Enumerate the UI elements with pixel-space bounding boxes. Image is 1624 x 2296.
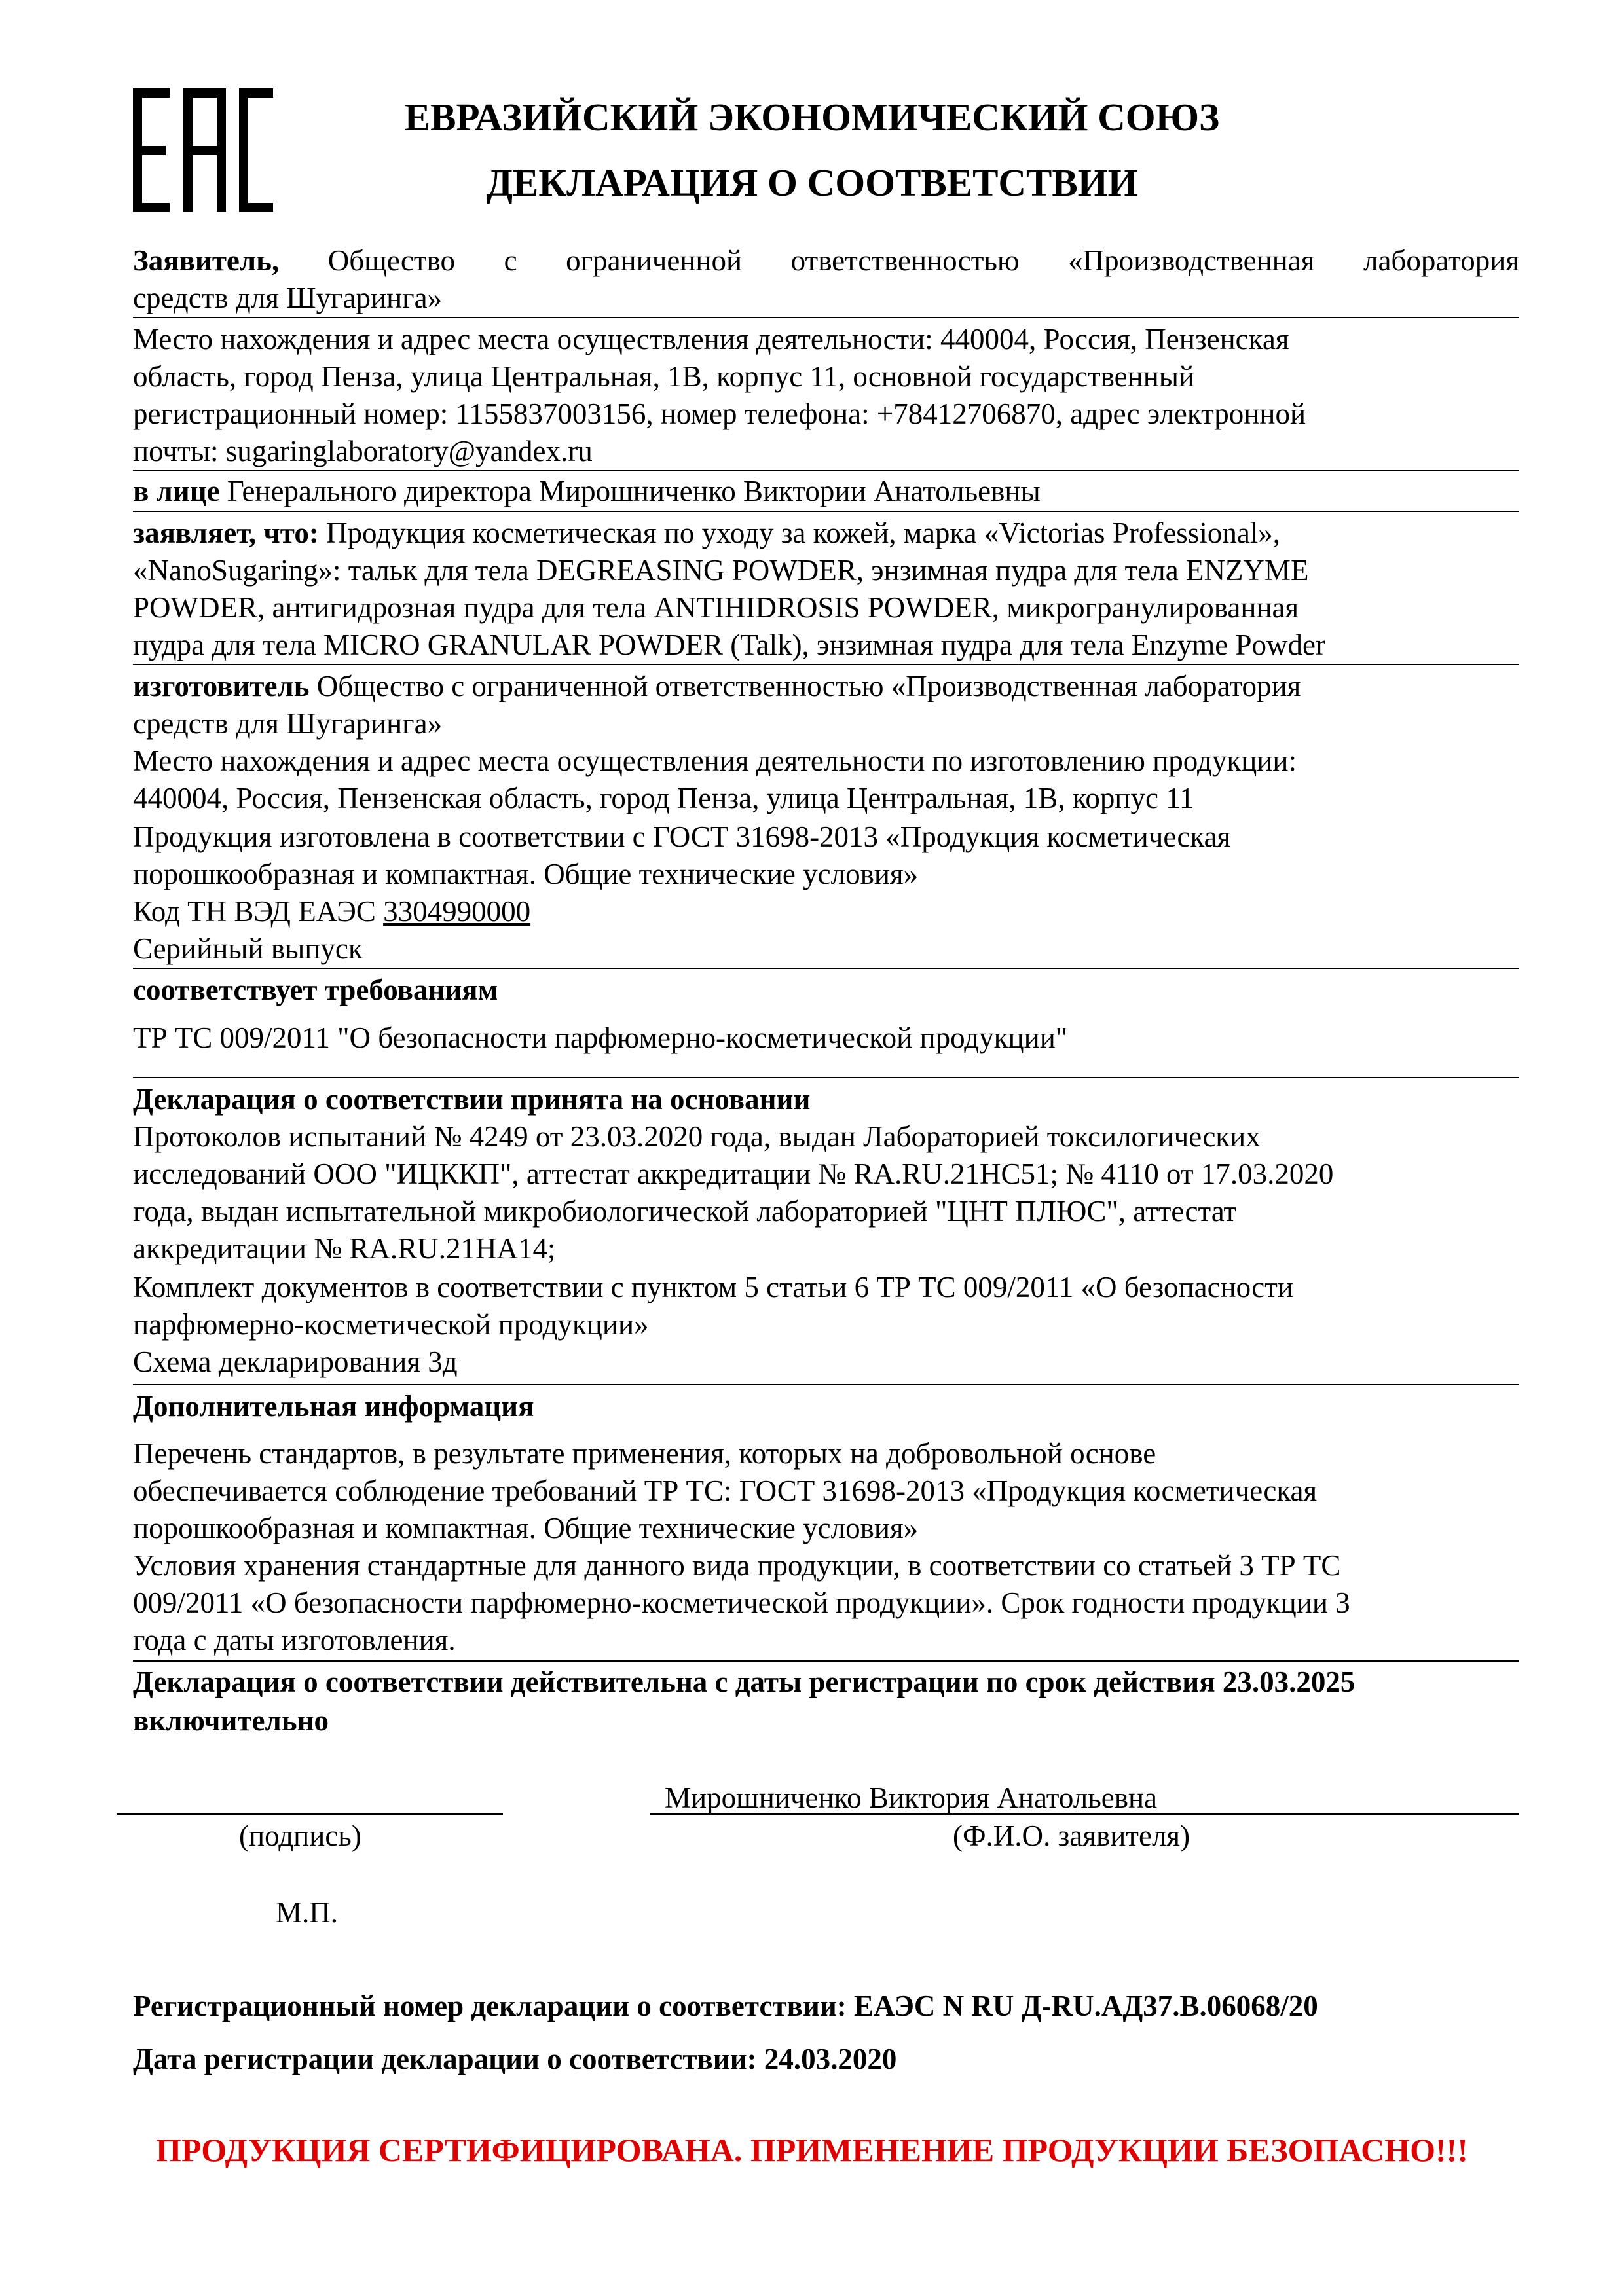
basis-line: Комплект документов в соответствии с пунктом 5 статьи 6 ТР ТС 009/2011 «О безопасности	[133, 1271, 1293, 1303]
divider	[133, 470, 1519, 471]
name-caption: (Ф.И.О. заявителя)	[953, 1819, 1190, 1852]
declaration-title: ДЕКЛАРАЦИЯ О СООТВЕТСТВИИ	[486, 161, 1138, 204]
additional-label: Дополнительная информация	[133, 1390, 534, 1423]
serial-release: Серийный выпуск	[133, 932, 363, 965]
declares-line: пудра для тела MICRO GRANULAR POWDER (Talk), энзимная пудра для тела Enzyme Powder	[133, 629, 1325, 661]
representative-text: Генерального директора Мирошниченко Виктории Анатольевны	[219, 475, 1041, 507]
manufacturer-line: порошкообразная и компактная. Общие технические условия»	[133, 858, 919, 890]
additional-line: Перечень стандартов, в результате применения, которых на добровольной основе	[133, 1437, 1156, 1470]
applicant-full-name: Мирошниченко Виктория Анатольевна	[665, 1781, 1158, 1814]
applicant-line-2: средств для Шугаринга»	[133, 282, 443, 314]
manufacturer-line: Продукция изготовлена в соответствии с ГОСТ 31698-2013 «Продукция косметическая	[133, 820, 1231, 853]
registration-number: Регистрационный номер декларации о соответствии: ЕАЭС N RU Д-RU.АД37.В.06068/20	[133, 1990, 1318, 2022]
additional-line: обеспечивается соблюдение требований ТР ТС: ГОСТ 31698-2013 «Продукция косметическая	[133, 1474, 1318, 1507]
conforms-label: соответствует требованиям	[133, 974, 498, 1006]
address-line: почты: sugaringlaboratory@yandex.ru	[133, 435, 593, 467]
registration-date: Дата регистрации декларации о соответствии: 24.03.2020	[133, 2043, 897, 2075]
signature-line	[117, 1813, 503, 1815]
address-line: Место нахождения и адрес места осуществления деятельности: 440004, Россия, Пензенская	[133, 323, 1289, 355]
manufacturer-name: Общество с ограниченной ответственностью «Производственная лаборатория	[309, 670, 1301, 702]
declares-line: POWDER, антигидрозная пудра для тела ANTIHIDROSIS POWDER, микрогранулированная	[133, 591, 1299, 624]
declares-line-1	[133, 515, 1519, 552]
validity-line-1: Декларация о соответствии действительна с даты регистрации по срок действия 23.03.2025	[133, 1666, 1356, 1698]
hs-code-value: 3304990000	[383, 895, 531, 928]
divider	[133, 1384, 1519, 1385]
divider	[133, 1660, 1519, 1662]
divider	[133, 511, 1519, 512]
basis-line: парфюмерно-косметической продукции»	[133, 1308, 649, 1341]
conforms-text: ТР ТС 009/2011 "О безопасности парфюмерно-косметической продукции"	[133, 1021, 1068, 1054]
divider	[133, 664, 1519, 665]
applicant-line-1	[133, 242, 1519, 280]
representative-label: в лице	[133, 475, 220, 507]
stamp-place: М.П.	[276, 1896, 339, 1929]
additional-line: порошкообразная и компактная. Общие технические условия»	[133, 1512, 919, 1544]
validity-line-2: включительно	[133, 1704, 329, 1737]
hs-code-line	[133, 893, 1519, 930]
additional-line: 009/2011 «О безопасности парфюмерно-косметической продукции». Срок годности продукции 3	[133, 1586, 1350, 1619]
manufacturer-line: 440004, Россия, Пензенская область, город Пенза, улица Центральная, 1В, корпус 11	[133, 782, 1194, 814]
union-title: ЕВРАЗИЙСКИЙ ЭКОНОМИЧЕСКИЙ СОЮЗ	[404, 96, 1220, 139]
basis-line: Протоколов испытаний № 4249 от 23.03.2020 года, выдан Лабораторией токсилогических	[133, 1120, 1261, 1153]
name-line	[650, 1813, 1519, 1815]
basis-line: Схема декларирования 3д	[133, 1345, 458, 1378]
basis-line: года, выдан испытательной микробиологической лабораторией "ЦНТ ПЛЮС", аттестат	[133, 1195, 1237, 1228]
applicant-name: Общество с ограниченной ответственностью «Производственная лаборатория	[279, 244, 1519, 277]
additional-line: года с даты изготовления.	[133, 1624, 456, 1656]
applicant-label: Заявитель,	[133, 244, 280, 277]
manufacturer-label: изготовитель	[133, 670, 310, 702]
manufacturer-line-1	[133, 668, 1519, 705]
divider	[133, 1077, 1519, 1078]
declares-text: Продукция косметическая по уходу за кожей, марка «Victorias Professional»,	[318, 517, 1281, 549]
basis-label: Декларация о соответствии принята на основании	[133, 1083, 811, 1116]
declares-label: заявляет, что:	[133, 517, 319, 549]
signature-caption: (подпись)	[239, 1819, 361, 1852]
certified-notice: ПРОДУКЦИЯ СЕРТИФИЦИРОВАНА. ПРИМЕНЕНИЕ ПРОДУКЦИИ БЕЗОПАСНО!!!	[156, 2132, 1468, 2168]
address-line: регистрационный номер: 1155837003156, номер телефона: +78412706870, адрес электронной	[133, 397, 1306, 430]
address-line: область, город Пенза, улица Центральная, 1В, корпус 11, основной государственный	[133, 360, 1195, 393]
divider	[133, 968, 1519, 969]
manufacturer-line: средств для Шугаринга»	[133, 707, 443, 740]
declares-line: «NanoSugaring»: тальк для тела DEGREASING POWDER, энзимная пудра для тела ENZYME	[133, 554, 1309, 587]
divider	[133, 317, 1519, 318]
basis-line: аккредитации № RA.RU.21НА14;	[133, 1232, 556, 1265]
additional-line: Условия хранения стандартные для данного вида продукции, в соответствии со статьей 3 ТР ТС	[133, 1549, 1341, 1582]
hs-code-label: Код ТН ВЭД ЕАЭС	[133, 895, 384, 928]
basis-line: исследований ООО "ИЦККП", аттестат аккредитации № RA.RU.21НС51; № 4110 от 17.03.2020	[133, 1157, 1334, 1190]
manufacturer-line: Место нахождения и адрес места осуществления деятельности по изготовлению продукции:	[133, 744, 1297, 777]
representative-line	[133, 473, 1519, 510]
